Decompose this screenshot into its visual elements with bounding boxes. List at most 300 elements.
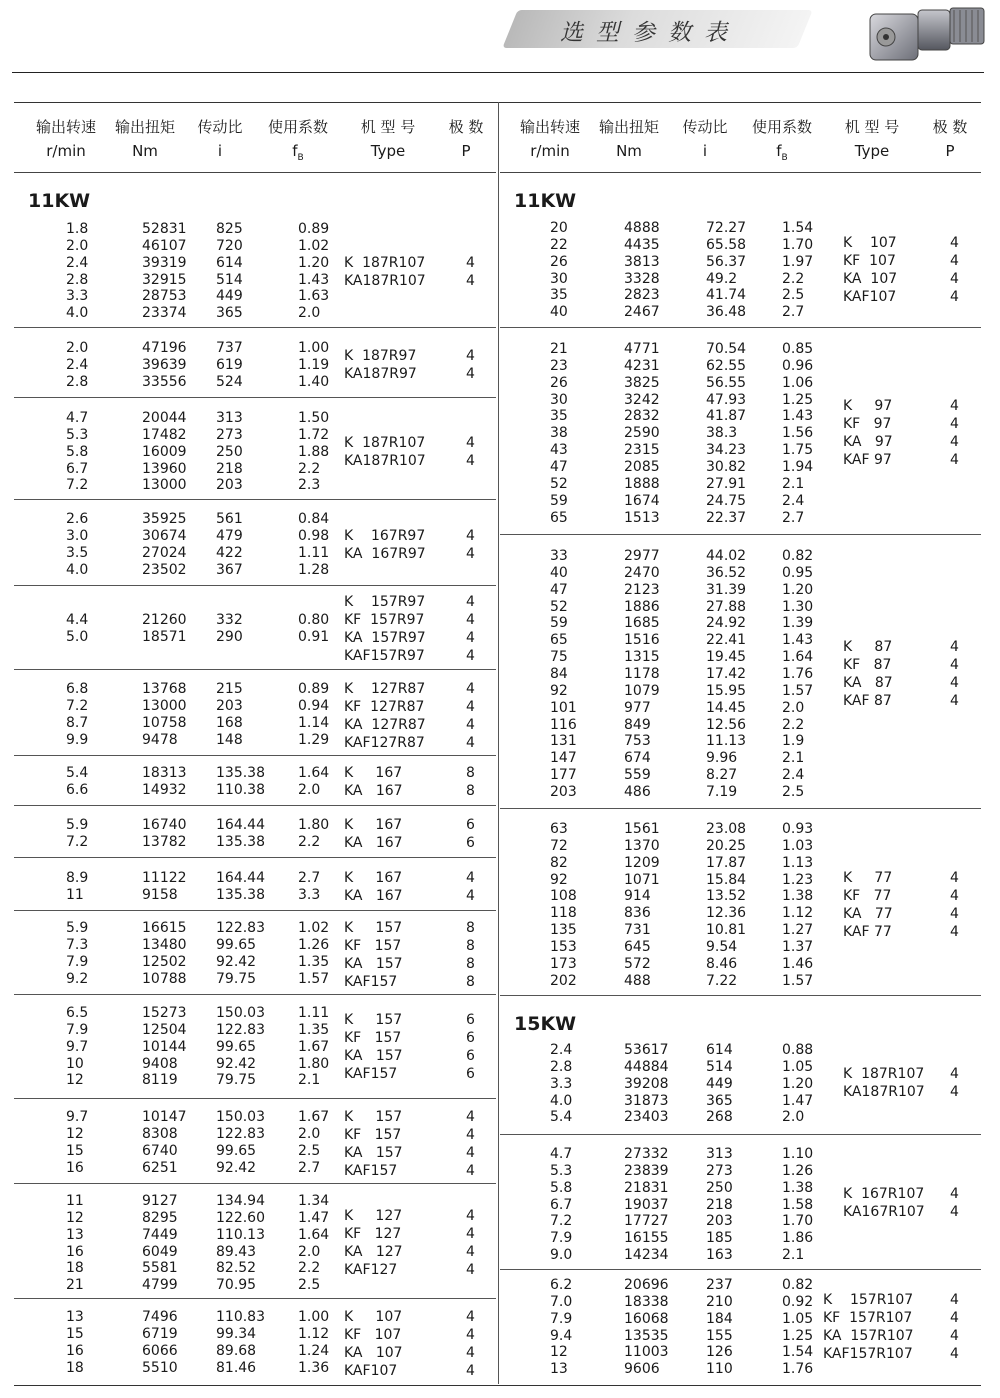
table-cell: 118 (550, 905, 577, 922)
table-cell: 0.82 (782, 548, 814, 564)
table-cell: 4231 (624, 357, 660, 374)
table-cell: 2.2 (298, 460, 321, 477)
table-cell: 422 (216, 544, 243, 561)
pole-count: 4 (950, 398, 959, 414)
table-cell: 524 (216, 373, 243, 390)
table-cell: 122.83 (216, 1125, 265, 1142)
table-cell: 3.0 (66, 527, 89, 544)
table-cell: 203 (216, 477, 243, 494)
table-cell: 164.44 (216, 870, 265, 886)
table-cell: 2.1 (782, 1247, 805, 1264)
table-cell: 23839 (624, 1162, 669, 1179)
table-cell: 1.19 (298, 356, 330, 373)
pole-count: 4 (950, 924, 959, 940)
header-4-cn: 机 型 号 (844, 118, 900, 136)
table-cell: 2.5 (298, 1277, 321, 1294)
pole-count: 4 (950, 1328, 959, 1344)
table-cell: 5.8 (550, 1179, 573, 1196)
table-cell: 1.64 (298, 1226, 330, 1243)
pole-count: 4 (950, 906, 959, 922)
table-cell: 30 (550, 391, 568, 408)
table-cell: 2085 (624, 458, 660, 475)
pole-count: 8 (466, 938, 475, 954)
table-cell: 16615 (142, 920, 187, 936)
table-cell: 2.4 (782, 492, 805, 509)
type-code: KAF107 (344, 1363, 398, 1379)
table-cell: 26 (550, 253, 568, 270)
table-cell: 7496 (142, 1309, 178, 1325)
table-cell: 23.08 (706, 821, 747, 837)
table-cell: 44.02 (706, 548, 747, 564)
table-cell: 39319 (142, 254, 187, 271)
header-5-cn: 极 数 (448, 118, 484, 136)
pole-count: 6 (466, 1066, 475, 1082)
table-cell: 1.67 (298, 1038, 330, 1055)
table-cell: 13535 (624, 1327, 669, 1344)
type-code: KA 77 (843, 906, 893, 922)
table-cell: 7.2 (66, 477, 89, 494)
table-cell: 2123 (624, 581, 660, 598)
table-cell: 5510 (142, 1359, 178, 1376)
type-code: K 157 (344, 1012, 403, 1028)
table-cell: 110 (706, 1361, 733, 1378)
type-code: KF 107 (344, 1327, 402, 1343)
table-cell: 11 (66, 886, 84, 903)
table-cell: 8.9 (66, 870, 89, 886)
table-cell: 23502 (142, 561, 187, 578)
table-cell: 1.8 (66, 221, 89, 237)
table-cell: 38 (550, 425, 568, 442)
table-cell: 11.13 (706, 733, 747, 750)
group-rule (14, 1098, 496, 1099)
table-cell: 52 (550, 475, 568, 492)
table-cell: 313 (216, 410, 243, 426)
pole-count: 4 (466, 272, 475, 289)
table-cell: 1.12 (298, 1325, 330, 1342)
table-cell: 18 (66, 1359, 84, 1376)
table-cell: 18571 (142, 628, 187, 645)
table-cell: 1.70 (782, 1213, 814, 1230)
table-cell: 70.95 (216, 1277, 257, 1294)
type-code: KA 157 (344, 1145, 403, 1161)
type-code: K 167R107 (843, 1186, 925, 1202)
table-cell: 19.45 (706, 649, 747, 666)
table-cell: 10 (66, 1055, 84, 1072)
table-cell: 22.37 (706, 509, 747, 526)
table-cell: 1.43 (782, 408, 814, 425)
table-cell: 13000 (142, 477, 187, 494)
header-0-cn: 输出转速 (519, 118, 581, 136)
table-cell: 4.7 (66, 410, 89, 426)
table-cell: 836 (624, 905, 651, 922)
table-cell: 92.42 (216, 1055, 257, 1072)
type-code: K 167 (344, 870, 403, 886)
table-cell: 44884 (624, 1058, 669, 1075)
table-cell: 2.1 (782, 750, 805, 767)
table-cell: 237 (706, 1277, 733, 1293)
table-cell: 9.7 (66, 1109, 89, 1125)
table-cell: 674 (624, 750, 651, 767)
table-cell: 4888 (624, 220, 660, 236)
table-cell: 1.11 (298, 1005, 330, 1021)
header-3-cn: 使用系数 (751, 118, 813, 136)
table-cell: 1071 (624, 871, 660, 888)
table-cell: 1.47 (782, 1092, 814, 1109)
pole-count: 4 (950, 434, 959, 450)
table-cell: 1.54 (782, 1344, 814, 1361)
table-cell: 38.3 (706, 425, 738, 442)
type-code: KA 167 (344, 835, 403, 851)
pole-count: 4 (950, 675, 959, 691)
table-cell: 1.12 (782, 905, 814, 922)
table-cell: 12 (66, 1072, 84, 1089)
type-code: KF 157 (344, 1127, 402, 1143)
table-cell: 18313 (142, 765, 187, 781)
table-cell: 40 (550, 564, 568, 581)
pole-count: 4 (466, 735, 475, 751)
table-cell: 2.0 (66, 237, 89, 254)
table-cell: 731 (624, 922, 651, 939)
table-cell: 2.5 (782, 783, 805, 800)
type-code: K 187R107 (843, 1066, 925, 1082)
table-cell: 2.3 (298, 477, 321, 494)
table-cell: 4.7 (550, 1146, 573, 1162)
table-cell: 135.38 (216, 833, 265, 850)
table-cell: 47196 (142, 340, 187, 356)
table-cell: 22 (550, 236, 568, 253)
table-cell: 1.50 (298, 410, 330, 426)
type-code: K 157R97 (344, 594, 426, 610)
pole-count: 4 (466, 1244, 475, 1260)
table-cell: 59 (550, 615, 568, 632)
table-cell: 9.96 (706, 750, 738, 767)
table-cell: 488 (624, 972, 651, 989)
table-cell: 82 (550, 854, 568, 871)
table-cell: 12502 (142, 953, 187, 970)
pole-count: 6 (466, 817, 475, 833)
table-cell: 1.76 (782, 665, 814, 682)
table-cell: 2.0 (782, 699, 805, 716)
table-cell: 39639 (142, 356, 187, 373)
table-cell: 1.13 (782, 854, 814, 871)
group-rule (14, 327, 496, 328)
gear-motor-image (866, 0, 990, 66)
type-code: KF 87 (843, 657, 892, 673)
table-cell: 1.20 (782, 581, 814, 598)
table-cell: 1.57 (782, 972, 814, 989)
table-cell: 2.7 (782, 304, 805, 321)
table-cell: 7.2 (66, 697, 89, 714)
pole-count: 4 (950, 271, 959, 287)
table-cell: 2977 (624, 548, 660, 564)
table-cell: 1.14 (298, 714, 330, 731)
type-code: KA 107 (843, 271, 898, 287)
table-cell: 1178 (624, 665, 660, 682)
table-cell: 1685 (624, 615, 660, 632)
table-cell: 0.85 (782, 341, 814, 357)
table-cell: 163 (706, 1247, 733, 1264)
table-cell: 1.9 (782, 733, 805, 750)
type-code: K 167 (344, 817, 403, 833)
type-code: K 87 (843, 639, 893, 655)
table-cell: 202 (550, 972, 577, 989)
table-cell: 7.9 (550, 1230, 573, 1247)
table-cell: 977 (624, 699, 651, 716)
table-cell: 89.43 (216, 1243, 257, 1260)
table-cell: 9.2 (66, 970, 89, 987)
pole-count: 4 (466, 648, 475, 664)
pole-count: 4 (466, 254, 475, 271)
header-5-cn: 极 数 (932, 118, 968, 136)
pole-count: 4 (466, 870, 475, 886)
table-cell: 1.36 (298, 1359, 330, 1376)
table-cell: 645 (624, 938, 651, 955)
table-cell: 1513 (624, 509, 660, 526)
pole-count: 8 (466, 765, 475, 781)
table-cell: 16155 (624, 1230, 669, 1247)
table-cell: 135 (550, 922, 577, 939)
table-cell: 52 (550, 598, 568, 615)
type-code: K 157 (344, 1109, 403, 1125)
table-cell: 10788 (142, 970, 187, 987)
table-cell: 27.88 (706, 598, 747, 615)
table-cell: 1.29 (298, 731, 330, 748)
type-code: KF 157R107 (823, 1310, 913, 1326)
table-cell: 150.03 (216, 1005, 265, 1021)
table-cell: 479 (216, 527, 243, 544)
table-cell: 5.4 (550, 1109, 573, 1126)
table-cell: 43 (550, 442, 568, 459)
table-cell: 10758 (142, 714, 187, 731)
table-cell: 6049 (142, 1243, 178, 1260)
table-cell: 62.55 (706, 357, 747, 374)
table-cell: 7.9 (66, 1021, 89, 1038)
table-cell: 1.67 (298, 1109, 330, 1125)
pole-count: 4 (466, 1309, 475, 1325)
table-cell: 268 (706, 1109, 733, 1126)
table-cell: 1370 (624, 837, 660, 854)
pole-count: 8 (466, 783, 475, 799)
pole-count: 4 (466, 1208, 475, 1224)
table-cell: 1315 (624, 649, 660, 666)
table-cell: 720 (216, 237, 243, 254)
table-cell: 514 (216, 271, 243, 288)
table-cell: 13.52 (706, 888, 747, 905)
pole-count: 4 (466, 527, 475, 544)
table-cell: 2823 (624, 287, 660, 304)
table-cell: 89.68 (216, 1342, 257, 1359)
type-code: KF 97 (843, 416, 892, 432)
type-code: KA 167 (344, 783, 403, 799)
table-cell: 12 (66, 1209, 84, 1226)
table-cell: 9.0 (550, 1247, 573, 1264)
table-cell: 7.9 (66, 953, 89, 970)
table-cell: 147 (550, 750, 577, 767)
type-code: KAF127 (344, 1262, 398, 1278)
table-cell: 11 (66, 1193, 84, 1209)
type-code: K 167 (344, 765, 403, 781)
table-cell: 12504 (142, 1021, 187, 1038)
pole-count: 4 (466, 366, 475, 383)
group-rule (14, 1183, 496, 1184)
table-cell: 1.88 (298, 443, 330, 460)
group-rule (14, 805, 496, 806)
table-cell: 13480 (142, 936, 187, 953)
type-code: KAF157R107 (823, 1346, 913, 1362)
table-cell: 1.70 (782, 236, 814, 253)
table-cell: 0.88 (782, 1042, 814, 1058)
table-cell: 2.2 (782, 716, 805, 733)
table-cell: 13782 (142, 833, 187, 850)
table-cell: 7.22 (706, 972, 738, 989)
table-cell: 486 (624, 783, 651, 800)
type-code: K 77 (843, 870, 893, 886)
table-cell: 12.36 (706, 905, 747, 922)
table-cell: 559 (624, 767, 651, 784)
pole-count: 4 (466, 594, 475, 610)
group-rule (14, 857, 496, 858)
header-1-unit: Nm (616, 142, 642, 160)
table-cell: 116 (550, 716, 577, 733)
type-code: K 187R107 (344, 254, 426, 271)
table-cell: 2.0 (66, 340, 89, 356)
table-cell: 14932 (142, 781, 187, 798)
type-code: KF 77 (843, 888, 892, 904)
table-cell: 49.2 (706, 270, 738, 287)
table-cell: 10144 (142, 1038, 187, 1055)
type-code: KA 127 (344, 1244, 403, 1260)
table-cell: 4799 (142, 1277, 178, 1294)
table-cell: 15.84 (706, 871, 747, 888)
pole-count: 4 (466, 699, 475, 715)
pole-count: 4 (466, 1345, 475, 1361)
table-cell: 2.7 (298, 1159, 321, 1176)
table-cell: 1.00 (298, 340, 330, 356)
table-cell: 1.76 (782, 1361, 814, 1378)
table-cell: 84 (550, 665, 568, 682)
table-cell: 28753 (142, 288, 187, 305)
table-cell: 290 (216, 628, 243, 645)
table-cell: 17727 (624, 1213, 669, 1230)
type-code: KA 87 (843, 675, 893, 691)
table-cell: 1.80 (298, 817, 330, 833)
pole-count: 4 (466, 348, 475, 365)
table-cell: 0.94 (298, 697, 330, 714)
table-cell: 2.4 (550, 1042, 573, 1058)
pole-count: 4 (466, 681, 475, 697)
table-cell: 47 (550, 458, 568, 475)
pole-count: 4 (950, 1346, 959, 1362)
table-cell: 0.80 (298, 612, 330, 628)
table-cell: 0.91 (298, 628, 330, 645)
table-cell: 21831 (624, 1179, 669, 1196)
table-cell: 7.2 (66, 833, 89, 850)
table-cell: 21 (66, 1277, 84, 1294)
pole-count: 6 (466, 1048, 475, 1064)
table-cell: 65 (550, 509, 568, 526)
table-cell: 36.52 (706, 564, 747, 581)
table-cell: 2.0 (298, 305, 321, 322)
type-code: KAF157R97 (344, 648, 425, 664)
table-cell: 13768 (142, 681, 187, 697)
table-cell: 34.23 (706, 442, 747, 459)
type-code: KF 127 (344, 1226, 402, 1242)
type-code: K 107 (344, 1309, 403, 1325)
table-cell: 99.34 (216, 1325, 257, 1342)
header-rule (500, 172, 981, 173)
page-title: 选型参数表 (560, 20, 740, 46)
table-cell: 7.9 (550, 1310, 573, 1327)
table-cell: 0.93 (782, 821, 814, 837)
table-cell: 2.1 (298, 1072, 321, 1089)
table-cell: 614 (706, 1042, 733, 1058)
pole-count: 8 (466, 974, 475, 990)
table-cell: 1.64 (298, 765, 330, 781)
table-cell: 16068 (624, 1310, 669, 1327)
table-cell: 15273 (142, 1005, 187, 1021)
pole-count: 8 (466, 956, 475, 972)
table-cell: 3.5 (66, 544, 89, 561)
pole-count: 4 (950, 452, 959, 468)
type-code: KF 157 (344, 938, 402, 954)
table-cell: 148 (216, 731, 243, 748)
header-5-unit: P (461, 142, 471, 160)
table-cell: 1.57 (298, 970, 330, 987)
pole-count: 4 (950, 416, 959, 432)
header-3-cn: 使用系数 (267, 118, 329, 136)
table-cell: 3.3 (550, 1075, 573, 1092)
table-cell: 4.0 (66, 305, 89, 322)
pole-count: 4 (950, 888, 959, 904)
table-cell: 6719 (142, 1325, 178, 1342)
table-cell: 1.80 (298, 1055, 330, 1072)
table-cell: 24.75 (706, 492, 747, 509)
table-cell: 26 (550, 374, 568, 391)
table-cell: 572 (624, 955, 651, 972)
table-cell: 250 (706, 1179, 733, 1196)
table-cell: 2.6 (66, 511, 89, 527)
table-cell: 1.39 (782, 615, 814, 632)
table-cell: 20.25 (706, 837, 747, 854)
table-cell: 31873 (624, 1092, 669, 1109)
table-cell: 1.03 (782, 837, 814, 854)
pole-count: 8 (466, 920, 475, 936)
pole-count: 4 (950, 1310, 959, 1326)
table-cell: 23 (550, 357, 568, 374)
table-cell: 9606 (624, 1361, 660, 1378)
table-cell: 35 (550, 287, 568, 304)
table-cell: 47 (550, 581, 568, 598)
table-cell: 17.87 (706, 854, 747, 871)
table-cell: 41.87 (706, 408, 747, 425)
type-code: KA187R107 (344, 453, 426, 470)
pole-count: 4 (466, 1127, 475, 1143)
table-cell: 126 (706, 1344, 733, 1361)
table-cell: 1.63 (298, 288, 330, 305)
header-4-unit: Type (370, 142, 406, 160)
table-cell: 79.75 (216, 1072, 257, 1089)
table-cell: 99.65 (216, 936, 257, 953)
table-cell: 108 (550, 888, 577, 905)
header-2-unit: i (702, 142, 708, 160)
table-cell: 27024 (142, 544, 187, 561)
table-cell: 11003 (624, 1344, 669, 1361)
table-cell: 2590 (624, 425, 660, 442)
table-cell: 218 (706, 1196, 733, 1213)
table-cell: 14.45 (706, 699, 747, 716)
header-0-unit: r/min (530, 142, 570, 160)
table-cell: 155 (706, 1327, 733, 1344)
